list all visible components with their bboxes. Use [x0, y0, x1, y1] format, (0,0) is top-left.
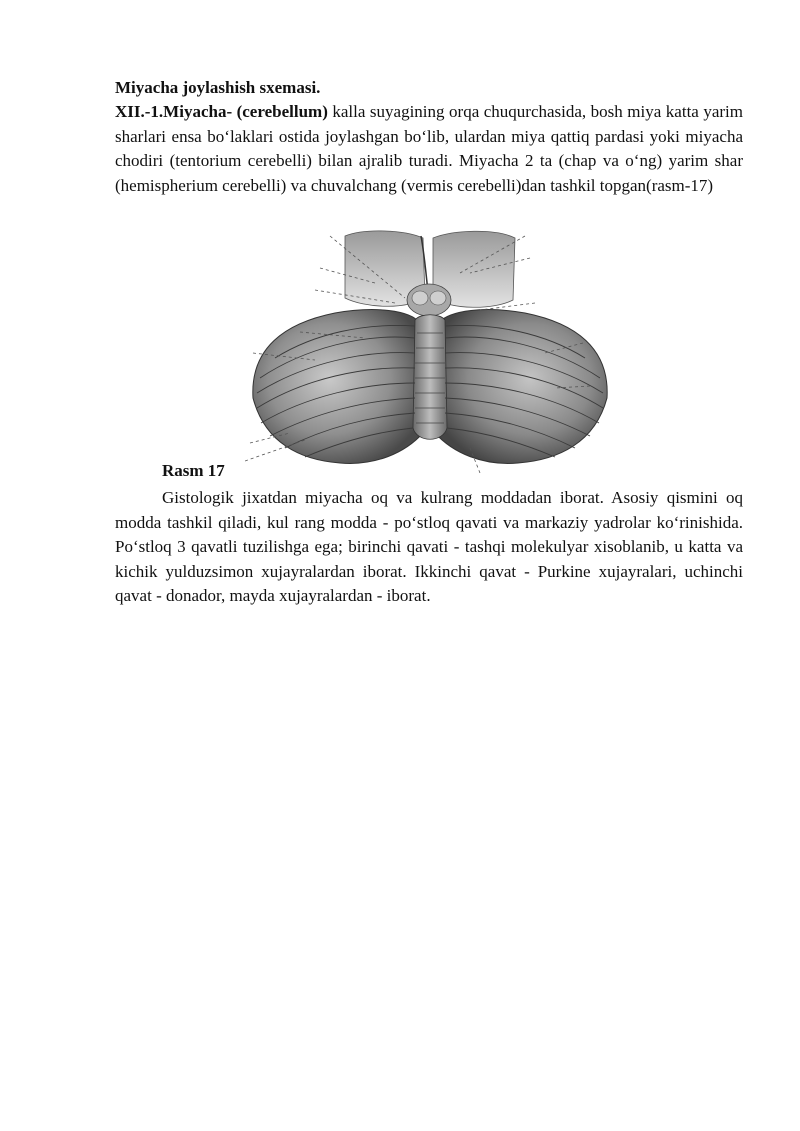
section-heading: Miyacha joylashish sxemasi.: [115, 78, 321, 97]
intro-lead: XII.-1.Miyacha- (cerebellum): [115, 102, 328, 121]
cerebellum-illustration: [245, 228, 613, 473]
cerebellum-figure: [245, 228, 613, 473]
figure-caption: Rasm 17: [162, 461, 225, 480]
intro-body: kalla suyagining orqa chuqurchasida, bosh miya katta yarim sharlari ensa bo‘laklari ostida joylashgan bo‘lib, ulardan miya qattiq pardasi yoki miyacha chodiri (tentorium cerebelli) bilan ajralib turadi. Miyacha 2 ta (chap va o‘ng) yarim shar (hemispherium cerebelli) va chuvalchang (vermis cerebelli)dan tashkil topgan(rasm-17): [115, 102, 743, 195]
intro-paragraph: [115, 100, 743, 198]
histology-paragraph: Gistologik jixatdan miyacha oq va kulrang moddadan iborat. Asosiy qismini oq modda tashkil qiladi, kul rang modda - po‘stloq qavati va markaziy yadrolar ko‘rinishida. Po‘stloq 3 qavatli tuzilishga ega; birinchi qavati - tashqi molekulyar xisoblanib, u katta va kichik yulduzsimon xujayralardan iborat. Ikkinchi qavat - Purkine xujayralari, uchinchi qavat - donador, mayda xujayralardan - iborat.: [115, 488, 743, 605]
